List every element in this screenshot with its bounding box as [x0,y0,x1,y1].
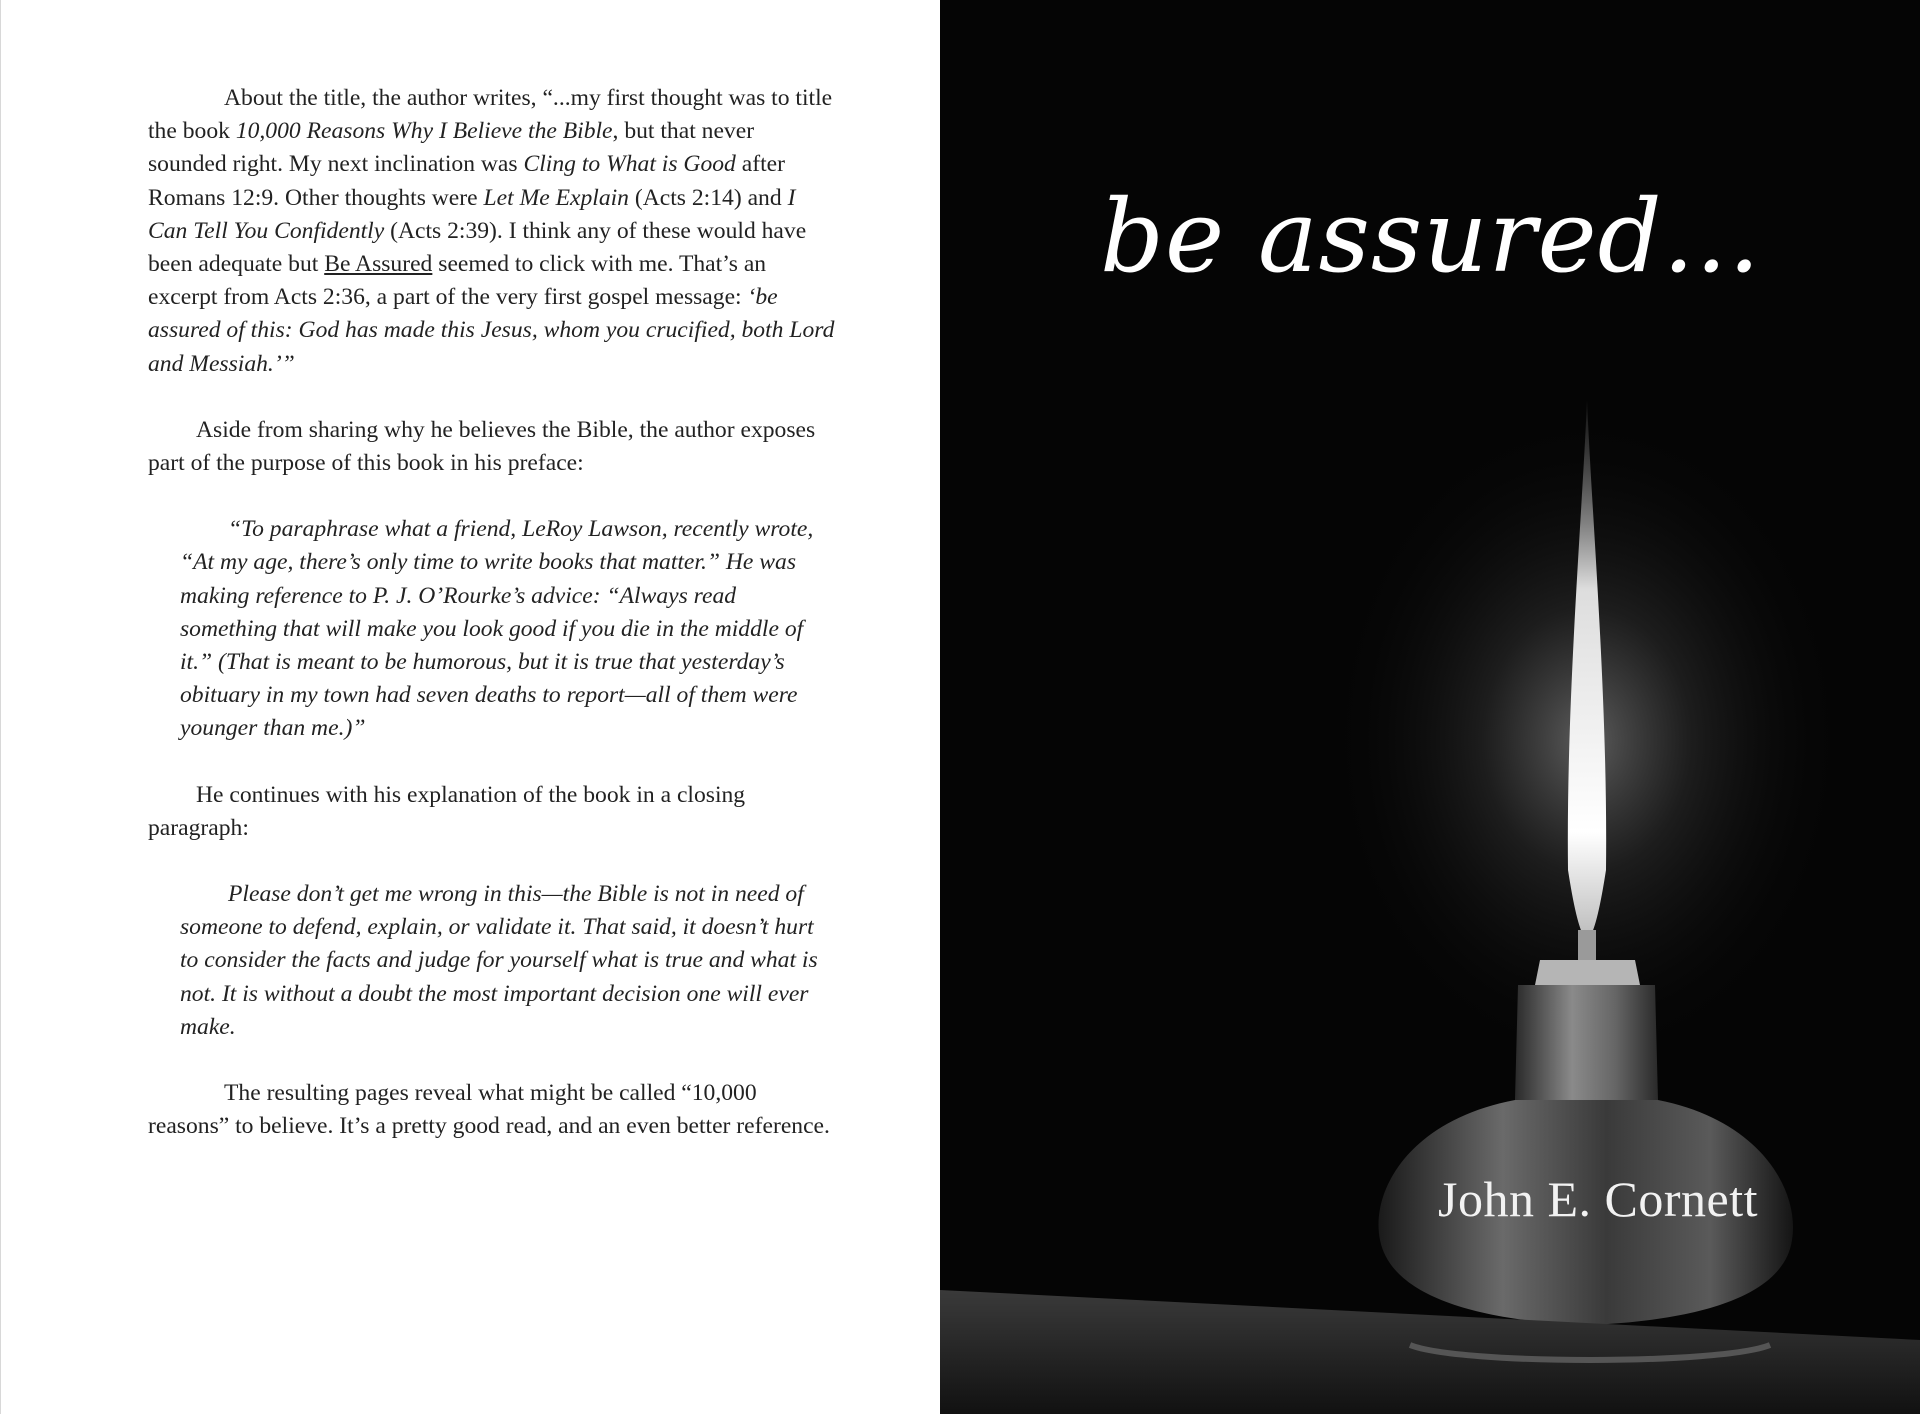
text-run: (Acts 2:39). I think any of these would have been adequate but [148,217,807,278]
paragraph-gap [148,480,838,513]
italic-title-run: 10,000 Reasons Why I Believe the Bible [235,118,613,145]
back-cover [0,0,940,1414]
italic-title-run: Let Me Explain [483,184,629,211]
paragraph-gap [148,845,838,878]
text-run: after Romans 12:9. Other thoughts were [148,151,785,211]
wick [1578,930,1596,960]
paragraph-gap [148,1044,838,1077]
closing-intro-paragraph: He continues with his explanation of the book in a closing paragraph: [148,781,746,841]
preface-intro-paragraph: Aside from sharing why he believes the Bible, the author exposes part of the purpose of this book in his preface: [148,416,816,477]
closing-quote: Please don’t get me wrong in this—the Bible is not in need of someone to defend, explain, or validate it. That said, it doesn’t hurt to consider the facts and judge for yourself what is true and what is not. It is without a doubt the most important decision one will ever make. [180,881,818,1040]
title-explanation-paragraph [148,82,838,381]
lamp-collar [1515,985,1658,1100]
lamp-collar-rim [1535,960,1640,985]
preface-quote: “To paraphrase what a friend, LeRoy Lawson, recently wrote, “At my age, there’s only time to write books that matter.” He was making reference to P. J. O’Rourke’s advice: “Always read something that will make you look good if you die in the middle of it.” (That is meant to be humorous, but it is true that yesterday’s obituary in my town had seven deaths to report—all of them were younger than me.)” [180,516,814,742]
text-run: (Acts 2:14) and [628,184,788,211]
summary-paragraph: The resulting pages reveal what might be called “10,000 reasons” to believe. It’s a pretty good read, and an even better reference. [148,1080,830,1140]
paragraph-gap [148,746,838,779]
underlined-title-run: Be Assured [324,251,433,278]
book-title: be assured... [1100,178,1761,295]
text-run: seemed to click with me. That’s an excerpt from Acts 2:36, a part of the very first gospel message: [148,251,767,311]
author-name: John E. Cornett [1438,1171,1758,1227]
paragraph-gap [148,381,838,414]
italic-scripture-run: ‘be assured of this: God has made this Jesus, whom you crucified, both Lord and Messiah.’” [148,284,835,377]
text-run: About the title, the author writes, “...my first thought was to title the book [148,85,833,145]
front-cover [940,0,1920,1414]
italic-title-run: I Can Tell You Confidently [148,184,796,244]
text-run: , but that never sounded right. My next inclination was [148,118,755,178]
italic-title-run: Cling to What is Good [523,151,736,178]
back-cover-text [148,82,838,1143]
